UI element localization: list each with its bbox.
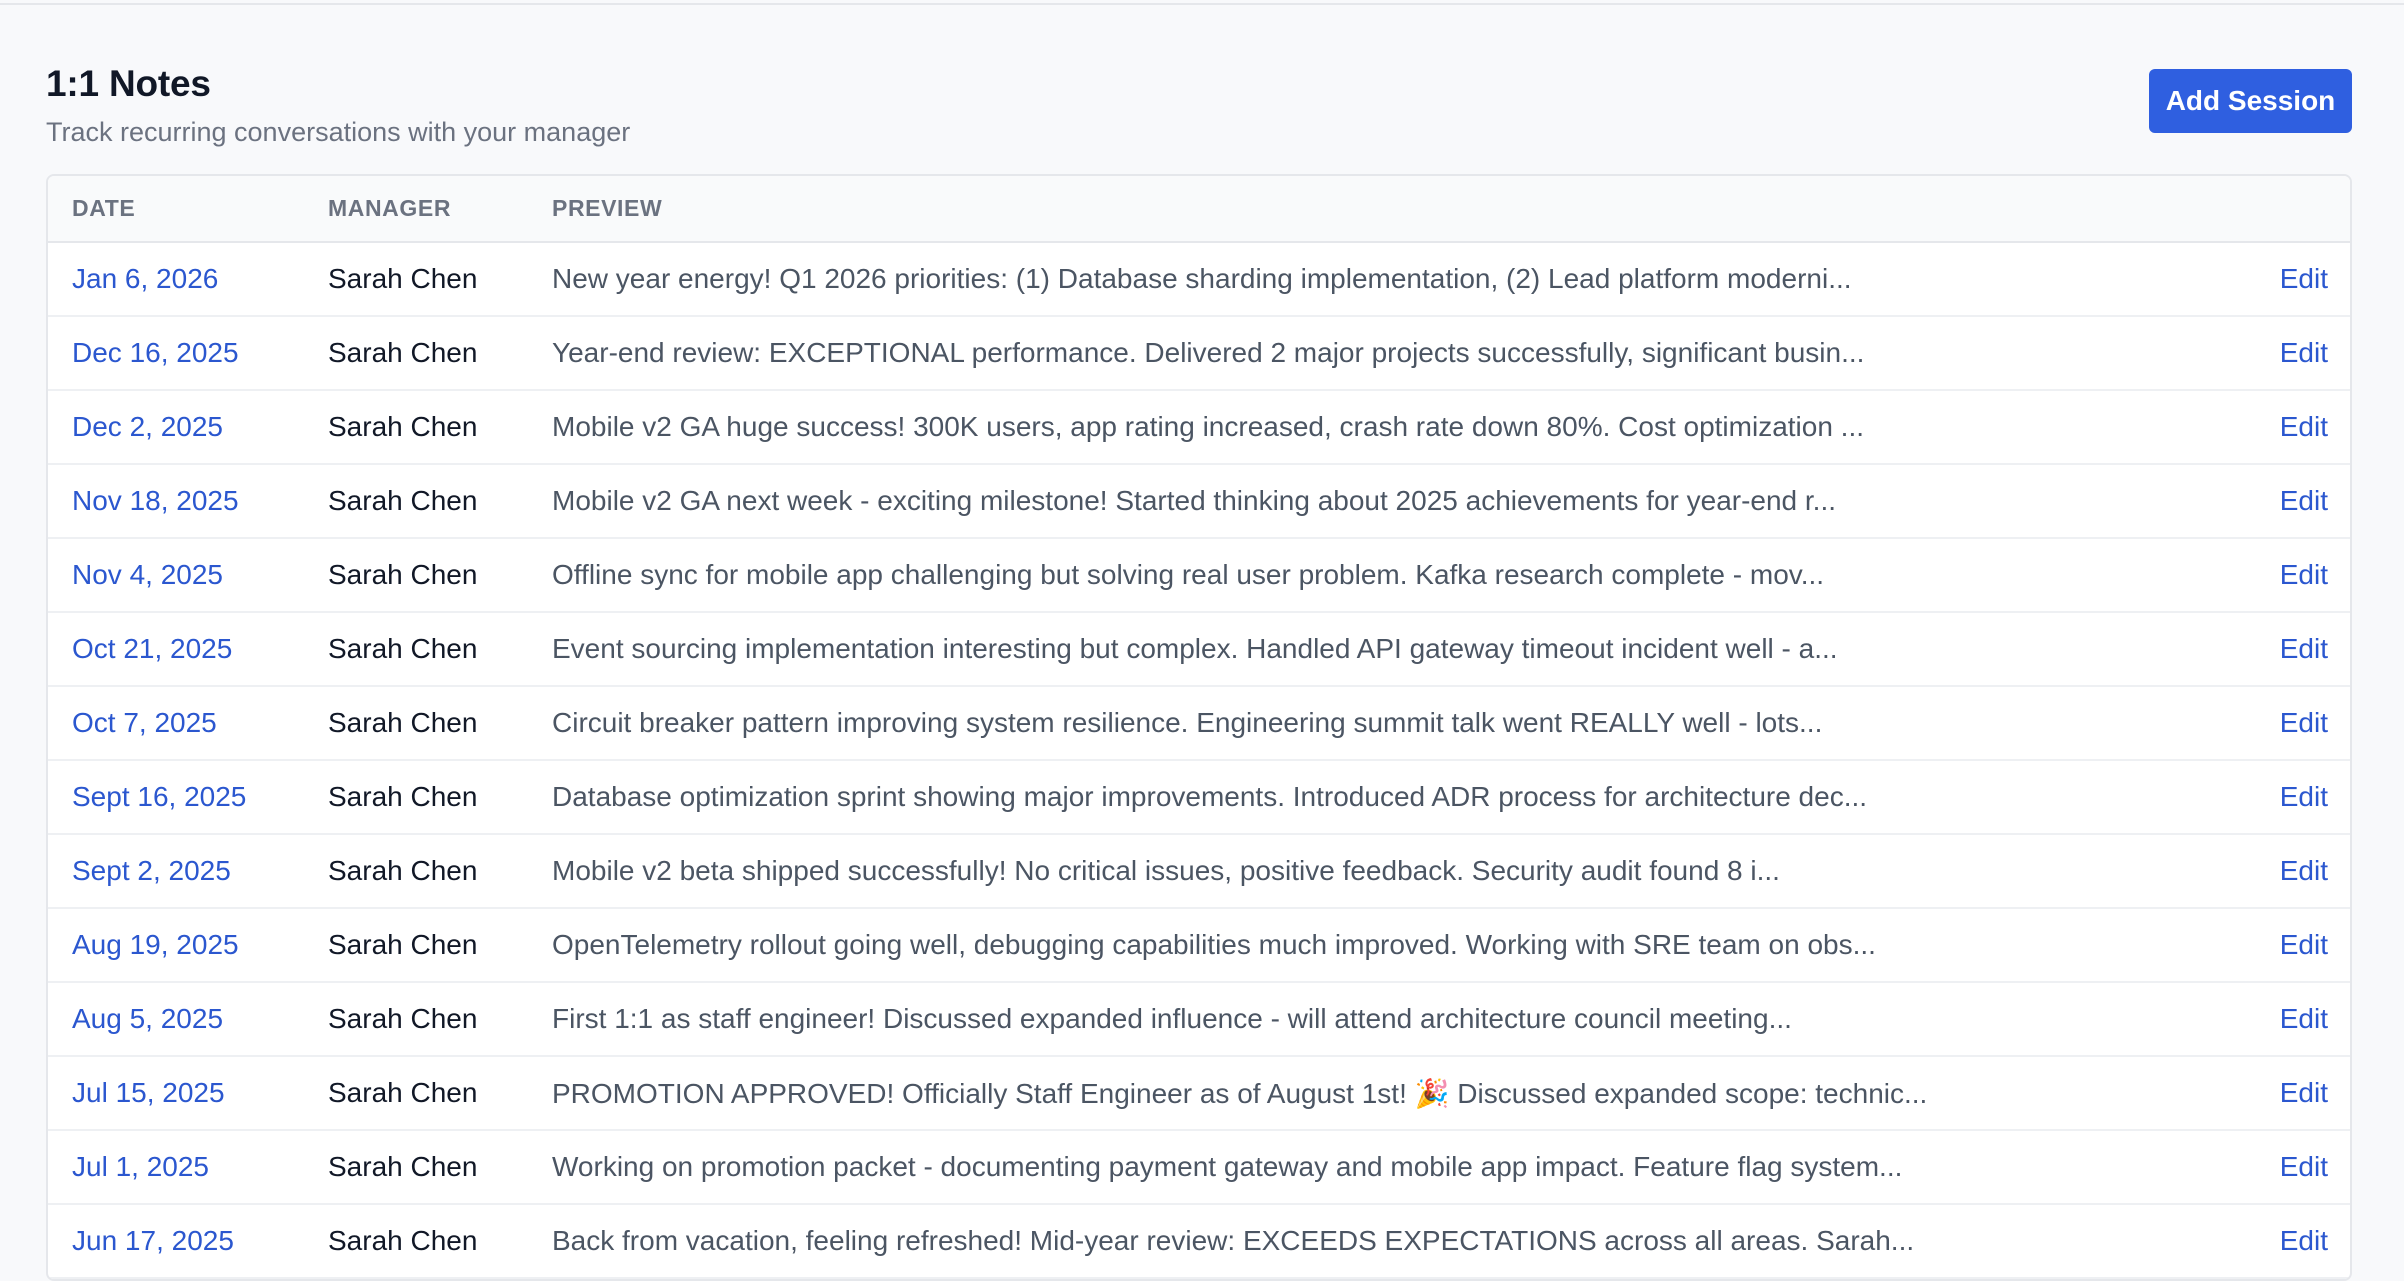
edit-link[interactable]: Edit xyxy=(2279,1225,2328,1256)
page-header xyxy=(46,60,2352,175)
edit-link[interactable]: Edit xyxy=(2279,1151,2328,1182)
table-header xyxy=(48,176,2350,242)
table-row xyxy=(48,908,2350,982)
table-row xyxy=(48,982,2350,1056)
session-preview: Mobile v2 beta shipped successfully! No critical issues, positive feedback. Security audit found 8 i... xyxy=(552,855,1780,886)
add-session-button[interactable]: Add Session xyxy=(2149,69,2352,133)
edit-link[interactable]: Edit xyxy=(2279,707,2328,738)
table-row xyxy=(48,464,2350,538)
manager-name: Sarah Chen xyxy=(328,633,478,664)
manager-name: Sarah Chen xyxy=(328,781,478,812)
session-date-link[interactable]: Dec 2, 2025 xyxy=(72,411,223,442)
edit-link[interactable]: Edit xyxy=(2279,559,2328,590)
one-on-one-notes-page xyxy=(46,60,2352,1256)
sessions-table xyxy=(48,176,2350,1279)
edit-link[interactable]: Edit xyxy=(2279,855,2328,886)
edit-link[interactable]: Edit xyxy=(2279,485,2328,516)
column-header-manager: MANAGER xyxy=(328,176,552,242)
manager-name: Sarah Chen xyxy=(328,929,478,960)
table-row xyxy=(48,612,2350,686)
manager-name: Sarah Chen xyxy=(328,707,478,738)
session-preview: First 1:1 as staff engineer! Discussed expanded influence - will attend architecture council meeting... xyxy=(552,1003,1792,1034)
session-date-link[interactable]: Nov 18, 2025 xyxy=(72,485,239,516)
session-preview: Back from vacation, feeling refreshed! Mid-year review: EXCEEDS EXPECTATIONS across all areas. Sarah... xyxy=(552,1225,1915,1256)
table-row xyxy=(48,834,2350,908)
session-date-link[interactable]: Sept 16, 2025 xyxy=(72,781,247,812)
table-row xyxy=(48,1130,2350,1204)
manager-name: Sarah Chen xyxy=(328,263,478,294)
sessions-table-card xyxy=(46,174,2352,1281)
page-subtitle: Track recurring conversations with your manager xyxy=(46,117,631,147)
manager-name: Sarah Chen xyxy=(328,855,478,886)
manager-name: Sarah Chen xyxy=(328,1077,478,1108)
page-title: 1:1 Notes xyxy=(46,63,211,104)
session-preview: New year energy! Q1 2026 priorities: (1) Database sharding implementation, (2) Lead platform moderni... xyxy=(552,263,1852,294)
column-header-action xyxy=(2218,176,2350,242)
session-preview: PROMOTION APPROVED! Officially Staff Engineer as of August 1st! 🎉 Discussed expanded scope: technic... xyxy=(552,1077,1928,1109)
edit-link[interactable]: Edit xyxy=(2279,411,2328,442)
table-body xyxy=(48,242,2350,1278)
edit-link[interactable]: Edit xyxy=(2279,1077,2328,1108)
manager-name: Sarah Chen xyxy=(328,1225,478,1256)
session-date-link[interactable]: Aug 19, 2025 xyxy=(72,929,239,960)
session-date-link[interactable]: Jul 1, 2025 xyxy=(72,1151,209,1182)
table-row xyxy=(48,1056,2350,1130)
edit-link[interactable]: Edit xyxy=(2279,633,2328,664)
edit-link[interactable]: Edit xyxy=(2279,781,2328,812)
edit-link[interactable]: Edit xyxy=(2279,263,2328,294)
session-date-link[interactable]: Aug 5, 2025 xyxy=(72,1003,224,1034)
edit-link[interactable]: Edit xyxy=(2279,929,2328,960)
session-preview: OpenTelemetry rollout going well, debugging capabilities much improved. Working with SRE team on obs... xyxy=(552,929,1876,960)
table-header-row xyxy=(48,176,2350,242)
session-preview: Mobile v2 GA huge success! 300K users, app rating increased, crash rate down 80%. Cost optimization ... xyxy=(552,411,1865,442)
session-date-link[interactable]: Sept 2, 2025 xyxy=(72,855,231,886)
session-preview: Circuit breaker pattern improving system resilience. Engineering summit talk went REALLY well - lots... xyxy=(552,707,1823,738)
session-preview: Database optimization sprint showing major improvements. Introduced ADR process for architecture dec... xyxy=(552,781,1868,812)
session-preview: Mobile v2 GA next week - exciting milestone! Started thinking about 2025 achievements for year-end r... xyxy=(552,485,1837,516)
session-preview: Event sourcing implementation interesting but complex. Handled API gateway timeout incident well - a... xyxy=(552,633,1838,664)
manager-name: Sarah Chen xyxy=(328,337,478,368)
table-row xyxy=(48,390,2350,464)
table-row xyxy=(48,538,2350,612)
manager-name: Sarah Chen xyxy=(328,485,478,516)
manager-name: Sarah Chen xyxy=(328,411,478,442)
table-row xyxy=(48,242,2350,316)
session-preview: Working on promotion packet - documenting payment gateway and mobile app impact. Feature flag system... xyxy=(552,1151,1903,1182)
table-row xyxy=(48,686,2350,760)
session-date-link[interactable]: Jun 17, 2025 xyxy=(72,1225,234,1256)
session-date-link[interactable]: Oct 21, 2025 xyxy=(72,633,233,664)
edit-link[interactable]: Edit xyxy=(2279,337,2328,368)
table-row xyxy=(48,1204,2350,1278)
top-divider xyxy=(0,0,2404,5)
table-row xyxy=(48,316,2350,390)
column-header-date: DATE xyxy=(48,176,328,242)
session-date-link[interactable]: Nov 4, 2025 xyxy=(72,559,223,590)
manager-name: Sarah Chen xyxy=(328,559,478,590)
session-date-link[interactable]: Oct 7, 2025 xyxy=(72,707,217,738)
session-date-link[interactable]: Jan 6, 2026 xyxy=(72,263,219,294)
manager-name: Sarah Chen xyxy=(328,1151,478,1182)
session-preview: Year-end review: EXCEPTIONAL performance. Delivered 2 major projects successfully, significant busin... xyxy=(552,337,1865,368)
session-date-link[interactable]: Dec 16, 2025 xyxy=(72,337,239,368)
table-row xyxy=(48,760,2350,834)
session-date-link[interactable]: Jul 15, 2025 xyxy=(72,1077,225,1108)
session-preview: Offline sync for mobile app challenging but solving real user problem. Kafka research complete - mov... xyxy=(552,559,1825,590)
edit-link[interactable]: Edit xyxy=(2279,1003,2328,1034)
column-header-preview: PREVIEW xyxy=(552,176,2218,242)
manager-name: Sarah Chen xyxy=(328,1003,478,1034)
